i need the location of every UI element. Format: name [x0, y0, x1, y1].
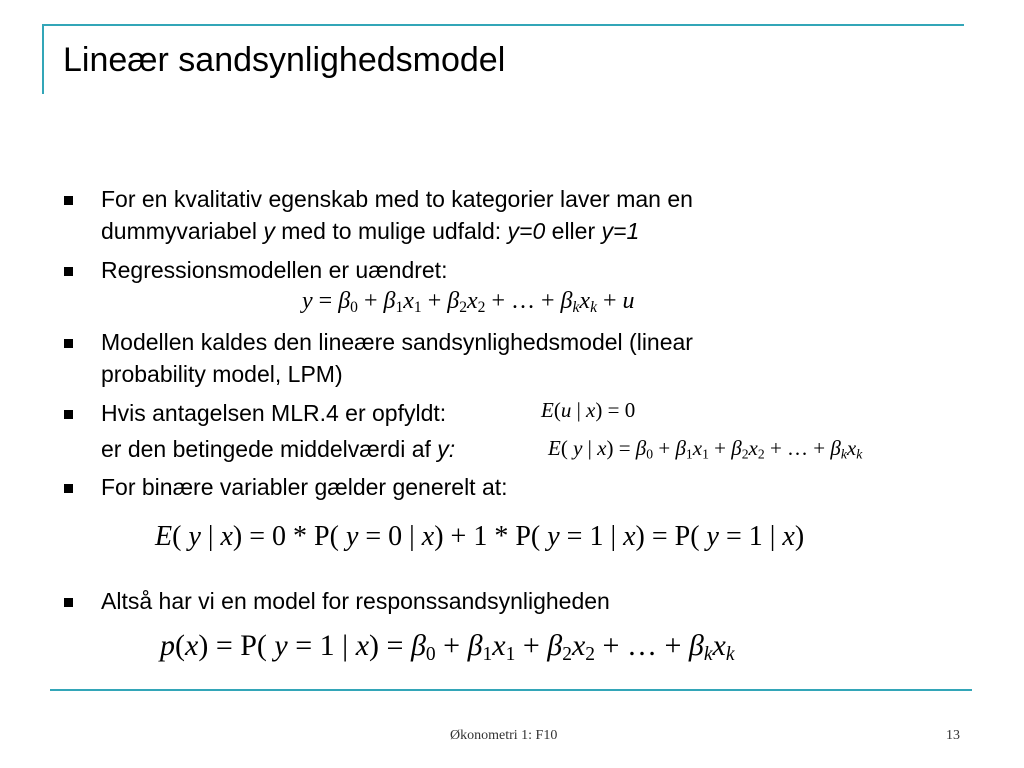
- bullet-marker: [64, 598, 73, 607]
- bullet-1-y1: y=1: [601, 218, 640, 244]
- bullet-5: For binære variabler gælder generelt at:: [101, 474, 508, 500]
- bullet-marker: [64, 484, 73, 493]
- bullet-marker: [64, 410, 73, 419]
- footer-title: Økonometri 1: F10: [450, 728, 558, 743]
- bullet-1-text-c: med to mulige udfald:: [274, 218, 508, 244]
- bullet-3-line-1: Modellen kaldes den lineære sandsynlighedsmodel (linear: [101, 329, 693, 355]
- title-frame-left-rule: [42, 24, 44, 94]
- equation-conditional-mean: E( y | $x) = \beta_0 + \beta_1x_1 + \beta_2x_2$ + … + $\beta_kx_k$: [548, 436, 863, 462]
- bullet-1-line-2: [101, 216, 639, 246]
- slide-title: Lineær sandsynlighedsmodel: [63, 41, 506, 79]
- bullet-4: Hvis antagelsen MLR.4 er opfyldt:: [101, 400, 447, 426]
- bullet-marker: [64, 196, 73, 205]
- bullet-marker: [64, 339, 73, 348]
- equation-binary-expectation: E( y | x) = 0 * P( y = 0 | x) + 1 * P( y = 1 | x) = P( y = 1 | x): [155, 521, 805, 552]
- equation-response-probability: p(x) = P( y = 1 | $x) = \beta_0 + \beta_1x_1 + \beta_2x_2$ + … + $\beta_kx_k$: [160, 629, 735, 665]
- bullet-2: Regressionsmodellen er uændret:: [101, 257, 448, 283]
- bullet-1-y0: y=0: [507, 218, 546, 244]
- equation-regression-model: $y = \beta_0 + \beta_1x_1 + \beta_2x_2$ + … + $\beta_kx_k + u$: [302, 288, 635, 316]
- bullet-4-continuation: [101, 434, 455, 464]
- bullet-4-cont-var: y:: [437, 436, 456, 462]
- bullet-6: Altså har vi en model for responssandsynligheden: [101, 588, 610, 614]
- footer-rule: [50, 689, 972, 691]
- bullet-4-cont-text: er den betingede middelværdi af: [101, 436, 438, 462]
- page-number: 13: [946, 728, 960, 743]
- bullet-marker: [64, 267, 73, 276]
- bullet-3-line-2: probability model, LPM): [101, 361, 343, 387]
- bullet-1-var-y: y: [263, 218, 275, 244]
- bullet-1-line-1: For en kvalitativ egenskab med to kategorier laver man en: [101, 186, 693, 212]
- equation-mlr4: E(u | x) = 0: [541, 398, 636, 422]
- bullet-1-text-e: eller: [545, 218, 602, 244]
- title-frame-top-rule: [42, 24, 964, 26]
- bullet-1-text-a: dummyvariabel: [101, 218, 264, 244]
